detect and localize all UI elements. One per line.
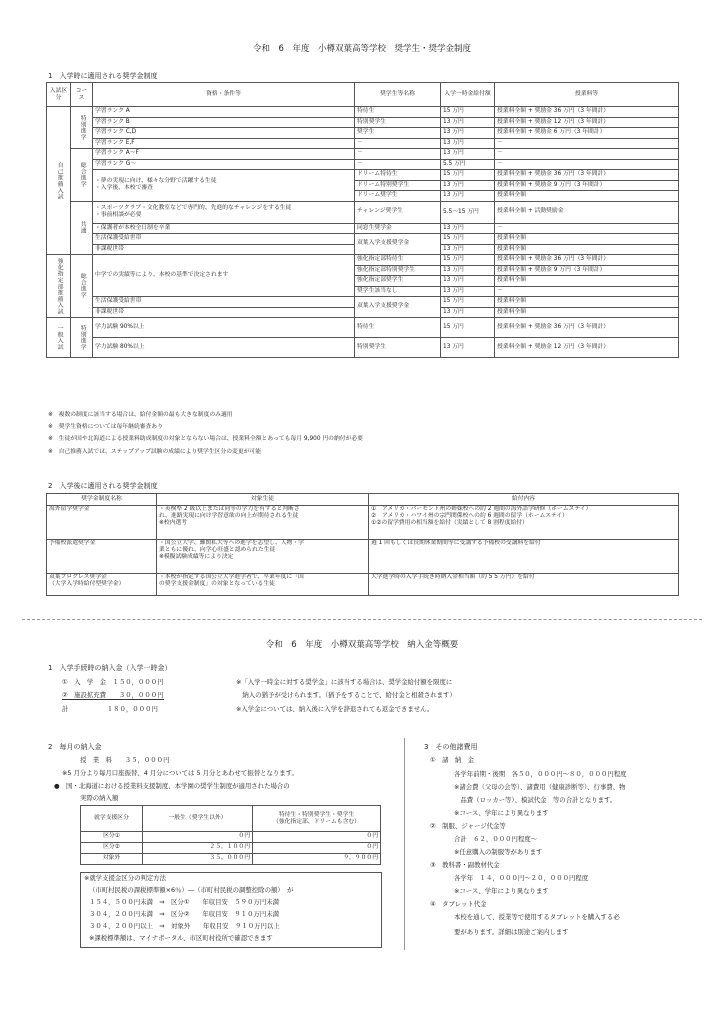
- table-cell: 5.5 万円: [441, 159, 495, 170]
- table-cell: 週 1 回もしくは長期休業期間等に受講する予備校の受講料を給付: [369, 540, 679, 574]
- calc-line: １５４，５００円未満 ⇒ 区分① 年収目安 ５９０万円未満: [89, 898, 280, 906]
- course-sougou-1: 総合進学: [71, 149, 93, 202]
- header-name: 奨学生等名称: [355, 83, 441, 107]
- table-cell: [369, 506, 679, 540]
- scholarship-name: 双葉プログレス奨学金: [49, 574, 107, 580]
- target-line: ※模擬試験成績等により決定: [159, 553, 234, 560]
- table-cell: 13 万円: [441, 338, 495, 358]
- section-heading-1: 1 入学時に適用される奨学金制度: [48, 72, 158, 80]
- table-cell: 13 万円: [441, 223, 495, 234]
- table-cell: [157, 540, 369, 574]
- content-line: ①②の留学費用の相当額を給付（実績として 8 割程度給付）: [371, 519, 528, 526]
- fee-heading-1: 1 入学手続時の納入金（入学一時金）: [48, 664, 172, 672]
- table-cell: 授業料全額: [495, 297, 679, 308]
- table-cell: ０円: [143, 832, 253, 843]
- table-cell: 双葉入学支援奨学金: [355, 297, 441, 318]
- table-cell: －: [495, 286, 679, 297]
- calc-line: ３０４，２００円未満 ⇒ 区分② 年収目安 ９１０万円未満: [89, 910, 280, 918]
- other-fee-line: ③ 教科書・副教材代金: [430, 861, 500, 869]
- table-cell: 双葉入学支援奨学金: [355, 234, 441, 255]
- table-cell: ・保護者が本校全日制を卒業: [93, 223, 355, 234]
- table-cell: 予備校派遣奨学金: [47, 540, 157, 574]
- table-cell: 非課税世帯: [93, 307, 355, 318]
- fee-note: ※5 月分より毎月口座振替、4 月分については 5 月分とあわせて振替となります。: [62, 769, 298, 777]
- table-cell: ３５，０００円: [143, 854, 253, 865]
- table-cell: チャレンジ奨学生: [355, 201, 441, 223]
- header-line: 特待生・特別奨学生・奨学生: [278, 811, 355, 818]
- condition-line: ・スポーツクラブ・文化教室などで専門的、先進的なチャレンジをする生徒: [95, 205, 292, 212]
- note-line: ※ 奨学生資格については毎年継続審査あり: [48, 424, 163, 430]
- calc-line: ３０４，２００円以上 ⇒ 対象外 年収目安 ９１０万円以上: [89, 922, 280, 930]
- target-line: の奨学支援金制度」の対象となっている生徒: [159, 580, 275, 587]
- table-cell: 授業料全額: [495, 307, 679, 318]
- header-kubun: 入試区分: [47, 83, 71, 107]
- table-cell: ０円: [253, 832, 381, 843]
- condition-line: ・事前相談が必要: [95, 212, 142, 218]
- table-cell: 13 万円: [441, 265, 495, 276]
- table-cell: 15 万円: [441, 318, 495, 338]
- other-fee-line: 各学年 １４，０００円～２０，０００円程度: [454, 874, 589, 882]
- scholarship-table-2: [46, 493, 679, 596]
- table-cell: ９，９００円: [253, 854, 381, 865]
- section-heading-2: 2 入学後に適用される奨学金制度: [48, 482, 158, 490]
- table-cell: 特別奨学生: [355, 117, 441, 128]
- table-cell: ドリーム特別奨学生: [355, 180, 441, 191]
- table-cell: －: [355, 138, 441, 149]
- table-cell: [47, 574, 157, 596]
- target-line: ※校内選考: [159, 519, 188, 526]
- table-cell: 13 万円: [441, 244, 495, 255]
- table-cell: 13 万円: [441, 307, 495, 318]
- table-cell: ドリーム奨学生: [355, 191, 441, 202]
- separator: [22, 619, 702, 620]
- other-fee-line: 品費（ロッカー等）、模試代金 等の合計となります。: [454, 796, 617, 804]
- other-fee-line: 本校を通して、授業等で使用するタブレットを購入する必: [454, 913, 620, 921]
- calc-line: ※就学支援金区分の判定方法: [84, 874, 167, 882]
- fee-title: 令和 6 年度 小樽双葉高等学校 納入金等概要: [265, 640, 459, 650]
- target-line: 業ともに優れ、向学心旺盛と認められた生徒: [159, 546, 276, 553]
- fee-note: 納入の猶予が受けられます。（猶予をすることで、給付金と相殺されます）: [236, 691, 456, 699]
- table-cell: 13 万円: [441, 117, 495, 128]
- page-title: 令和 6 年度 小樽双葉高等学校 奨学生・奨学金制度: [253, 44, 471, 54]
- fee-note: ● 国・北海道における授業料支援制度、本学園の奨学生制度が適用された場合の: [54, 782, 290, 790]
- table-cell: 13 万円: [441, 128, 495, 139]
- table-cell: －: [495, 149, 679, 160]
- course-tokushin-1: 特別進学: [71, 107, 93, 149]
- table-cell: 同窓生奨学金: [355, 223, 441, 234]
- table-cell: 授業料全額 + 奨励金 12 万円（3 年間計）: [495, 338, 679, 358]
- table-cell: 13 万円: [441, 138, 495, 149]
- table-cell: ドリーム特待生: [355, 170, 441, 181]
- other-fee-line: ※任意購入の制服等があります: [454, 848, 543, 856]
- other-fee-line: 要があります。詳細は別途ご案内します: [454, 928, 569, 936]
- fee-heading-2: 2 毎月の納入金: [48, 743, 102, 751]
- table-cell: 13 万円: [441, 276, 495, 287]
- header-condition: 資格・条件等: [93, 83, 355, 107]
- other-fee-line: ※諸会費（父母の会等）、諸費用（健康診断等）、行事費、物: [454, 783, 626, 791]
- table-cell: 大学進学時の入学手続き時納入金相当額（約 5 5 万円）を給付: [369, 574, 679, 596]
- table-cell: 13 万円: [441, 149, 495, 160]
- table-cell: 授業料全額 + 奨励金 6 万円（3 年間計）: [495, 128, 679, 139]
- table-cell: 奨学生該当なし: [355, 286, 441, 297]
- header-amount: 入学一時金給付額: [441, 83, 495, 107]
- target-line: ・英検準 2 級以上または同等の学力を有すると判断さ: [159, 506, 300, 512]
- condition-line: ・入学後、本校で審査: [95, 185, 153, 192]
- table-cell: 13 万円: [441, 286, 495, 297]
- note-line: ※ 複数の制度に該当する場合は、給付金額の最も大きな制度のみ適用: [48, 412, 233, 418]
- other-fee-line: ※コース、学年により異なります: [454, 887, 549, 895]
- table-cell: 生活保護受給世帯: [93, 297, 355, 308]
- table-cell: 対象外: [81, 854, 143, 865]
- table-cell: 学力試験 80%以上: [93, 338, 355, 358]
- header-content: 給付内容: [369, 494, 679, 506]
- table-cell: 授業料全額 + 活動奨励金: [495, 201, 679, 223]
- kubun-ippan: 一般入試: [47, 318, 71, 358]
- other-fee-line: 合計 ６２，０００円程度～: [454, 835, 538, 843]
- table-cell: 学習ランク A: [93, 107, 355, 118]
- table-cell: －: [495, 223, 679, 234]
- table-cell: ２５，１００円: [143, 843, 253, 854]
- course-kyoutsu: 共通: [71, 201, 93, 255]
- target-line: れ、進路実現に向け学習意欲の向上が期待される生徒: [159, 512, 299, 519]
- condition-line: ・夢の実現に向け、様々な分野で活躍する生徒: [95, 178, 217, 185]
- table-cell: 授業料全額 + 奨励金 36 万円（3 年間計）: [495, 255, 679, 266]
- target-line: ・本校が指定する国公立大学進学者で、卒業年度に「国: [159, 574, 304, 580]
- table-cell: 強化指定部特別奨学生: [355, 265, 441, 276]
- table-cell: 特待生: [355, 318, 441, 338]
- table-cell: 特待生: [355, 107, 441, 118]
- course-tokushin-2: 特別進学: [71, 318, 93, 358]
- table-cell: 学習ランク B: [93, 117, 355, 128]
- note-line: ※ 自己推薦入試では、ステップアップ試験の成績により奨学生区分の変更が可能: [48, 449, 262, 455]
- table-cell: 学習ランク A～F: [93, 149, 355, 160]
- header-scholarship-name: 奨学金制度名称: [47, 494, 157, 506]
- calc-line: ※課税標準額は、マイナポータル、市区町村役所で確認できます: [89, 934, 273, 942]
- header-general: 一般生（奨学生以外）: [143, 806, 253, 832]
- table-cell: 授業料全額: [495, 244, 679, 255]
- table-cell: 強化指定部奨学生: [355, 276, 441, 287]
- table-cell: 学力試験 90%以上: [93, 318, 355, 338]
- table-cell: 授業料全額 + 奨励金 36 万円（3 年間計）: [495, 318, 679, 338]
- table-cell: 15 万円: [441, 297, 495, 308]
- fee-line: ② 施設拡充費 ３０，０００円: [62, 691, 164, 699]
- fee-line: ① 入 学 金 １５０，０００円: [62, 678, 164, 686]
- table-cell: 授業料全額 + 奨励金 36 万円（3 年間計）: [495, 170, 679, 181]
- dream-condition: [93, 170, 355, 202]
- header-scholar: [253, 806, 381, 832]
- note-line: ※ 生徒が国や北海道による授業料助成制度の対象とならない場合は、授業料全額とあっても毎月 9,900 円の納付が必要: [48, 436, 363, 442]
- column-divider: [404, 738, 405, 950]
- scholarship-subname: （大学入学時給付型奨学金）: [49, 580, 125, 587]
- table-cell: 13 万円: [441, 180, 495, 191]
- table-cell: 学習ランク E,F: [93, 138, 355, 149]
- fee-note: ※「入学一時金に対する奨学金」に該当する場合は、奨学金給付額を限度に: [236, 678, 453, 686]
- tuition-fee: 授 業 料 ３５，０００円: [80, 756, 170, 764]
- table-cell: 13 万円: [441, 191, 495, 202]
- target-line: ・国公立大学、難関私大等への進学を志望し、人物・学: [159, 540, 304, 546]
- calc-line: （市町村民税の課税標準額×6％）―（市町村民税の調整控除の額） が: [89, 886, 294, 894]
- other-fee-line: ② 制服、ジャージ代金等: [430, 822, 506, 830]
- table-cell: 授業料全額 + 奨励金 9 万円（3 年間計）: [495, 180, 679, 191]
- table-cell: 学習ランク C,D: [93, 128, 355, 139]
- other-fee-line: 各学年前期・後期 各５０，０００円～８０，０００円程度: [454, 770, 627, 778]
- table-cell: －: [495, 159, 679, 170]
- header-tuition: 授業料等: [495, 83, 679, 107]
- table-cell: 海外留学奨学金: [47, 506, 157, 540]
- table-cell: 区分①: [81, 832, 143, 843]
- table-cell: 奨学生: [355, 128, 441, 139]
- table-cell: 15 万円: [441, 107, 495, 118]
- table-cell: 区分②: [81, 843, 143, 854]
- header-kubun: 就学支援区分: [81, 806, 143, 832]
- other-fee-line: ※コース、学年により異なります: [454, 809, 549, 817]
- calc-box: [80, 872, 382, 948]
- content-line: ② アメリカ・ハワイ州の宗門関係校への約 6 週間の留学（ホームステイ）: [371, 512, 568, 519]
- kyoka-condition: 中学での実績等により、本校の基準で決定されます: [93, 255, 355, 297]
- header-course: コース: [71, 83, 93, 107]
- header-line: （強化指定部、ドリームも含む）: [273, 818, 360, 825]
- table-cell: 授業料全額: [495, 234, 679, 245]
- fee-note: ※入学金については、納入後に入学を辞退されても返金できません。: [236, 705, 434, 713]
- table-cell: 授業料全額 + 奨励金 9 万円（3 年間計）: [495, 265, 679, 276]
- other-fee-line: ④ タブレット代金: [430, 900, 487, 908]
- other-fee-line: ① 諸 納 金: [430, 756, 475, 764]
- table-cell: 非課税世帯: [93, 244, 355, 255]
- table-cell: －: [355, 159, 441, 170]
- course-sougou-2: 総合進学: [71, 255, 93, 318]
- table-cell: －: [355, 149, 441, 160]
- kubun-kyoka: 強化指定部推薦入試: [47, 255, 71, 318]
- table-cell: 授業料全額: [495, 191, 679, 202]
- table-cell: [157, 506, 369, 540]
- fee-total: 計 １８０，０００円: [62, 705, 158, 713]
- header-target: 対象生徒: [157, 494, 369, 506]
- table-cell: 5.5～15 万円: [441, 201, 495, 223]
- fee-note: 実際の納入額: [80, 794, 119, 802]
- table-cell: 15 万円: [441, 170, 495, 181]
- scholarship-table-1: [46, 82, 679, 358]
- table-cell: 特別奨学生: [355, 338, 441, 358]
- kubun-jiko: 自己推薦入試: [47, 107, 71, 255]
- table-cell: 授業料全額: [495, 276, 679, 287]
- table-cell: [157, 574, 369, 596]
- table-cell: 生活保護受給世帯: [93, 234, 355, 245]
- table-cell: 15 万円: [441, 255, 495, 266]
- fee-heading-3: 3 その他諸費用: [424, 743, 478, 751]
- table-cell: 授業料全額 + 奨励金 36 万円（3 年間計）: [495, 107, 679, 118]
- table-cell: 強化指定部特待生: [355, 255, 441, 266]
- challenge-condition: [93, 201, 355, 223]
- table-cell: 15 万円: [441, 234, 495, 245]
- table-cell: 学習ランク G～: [93, 159, 355, 170]
- table-cell: －: [495, 138, 679, 149]
- monthly-fee-table: [80, 805, 381, 865]
- content-line: ① アメリカ・バーモント州の姉妹校への約 2 週間の海外語学研修（ホームステイ）: [371, 506, 592, 512]
- table-cell: 授業料全額 + 奨励金 12 万円（3 年間計）: [495, 117, 679, 128]
- table-cell: ０円: [253, 843, 381, 854]
